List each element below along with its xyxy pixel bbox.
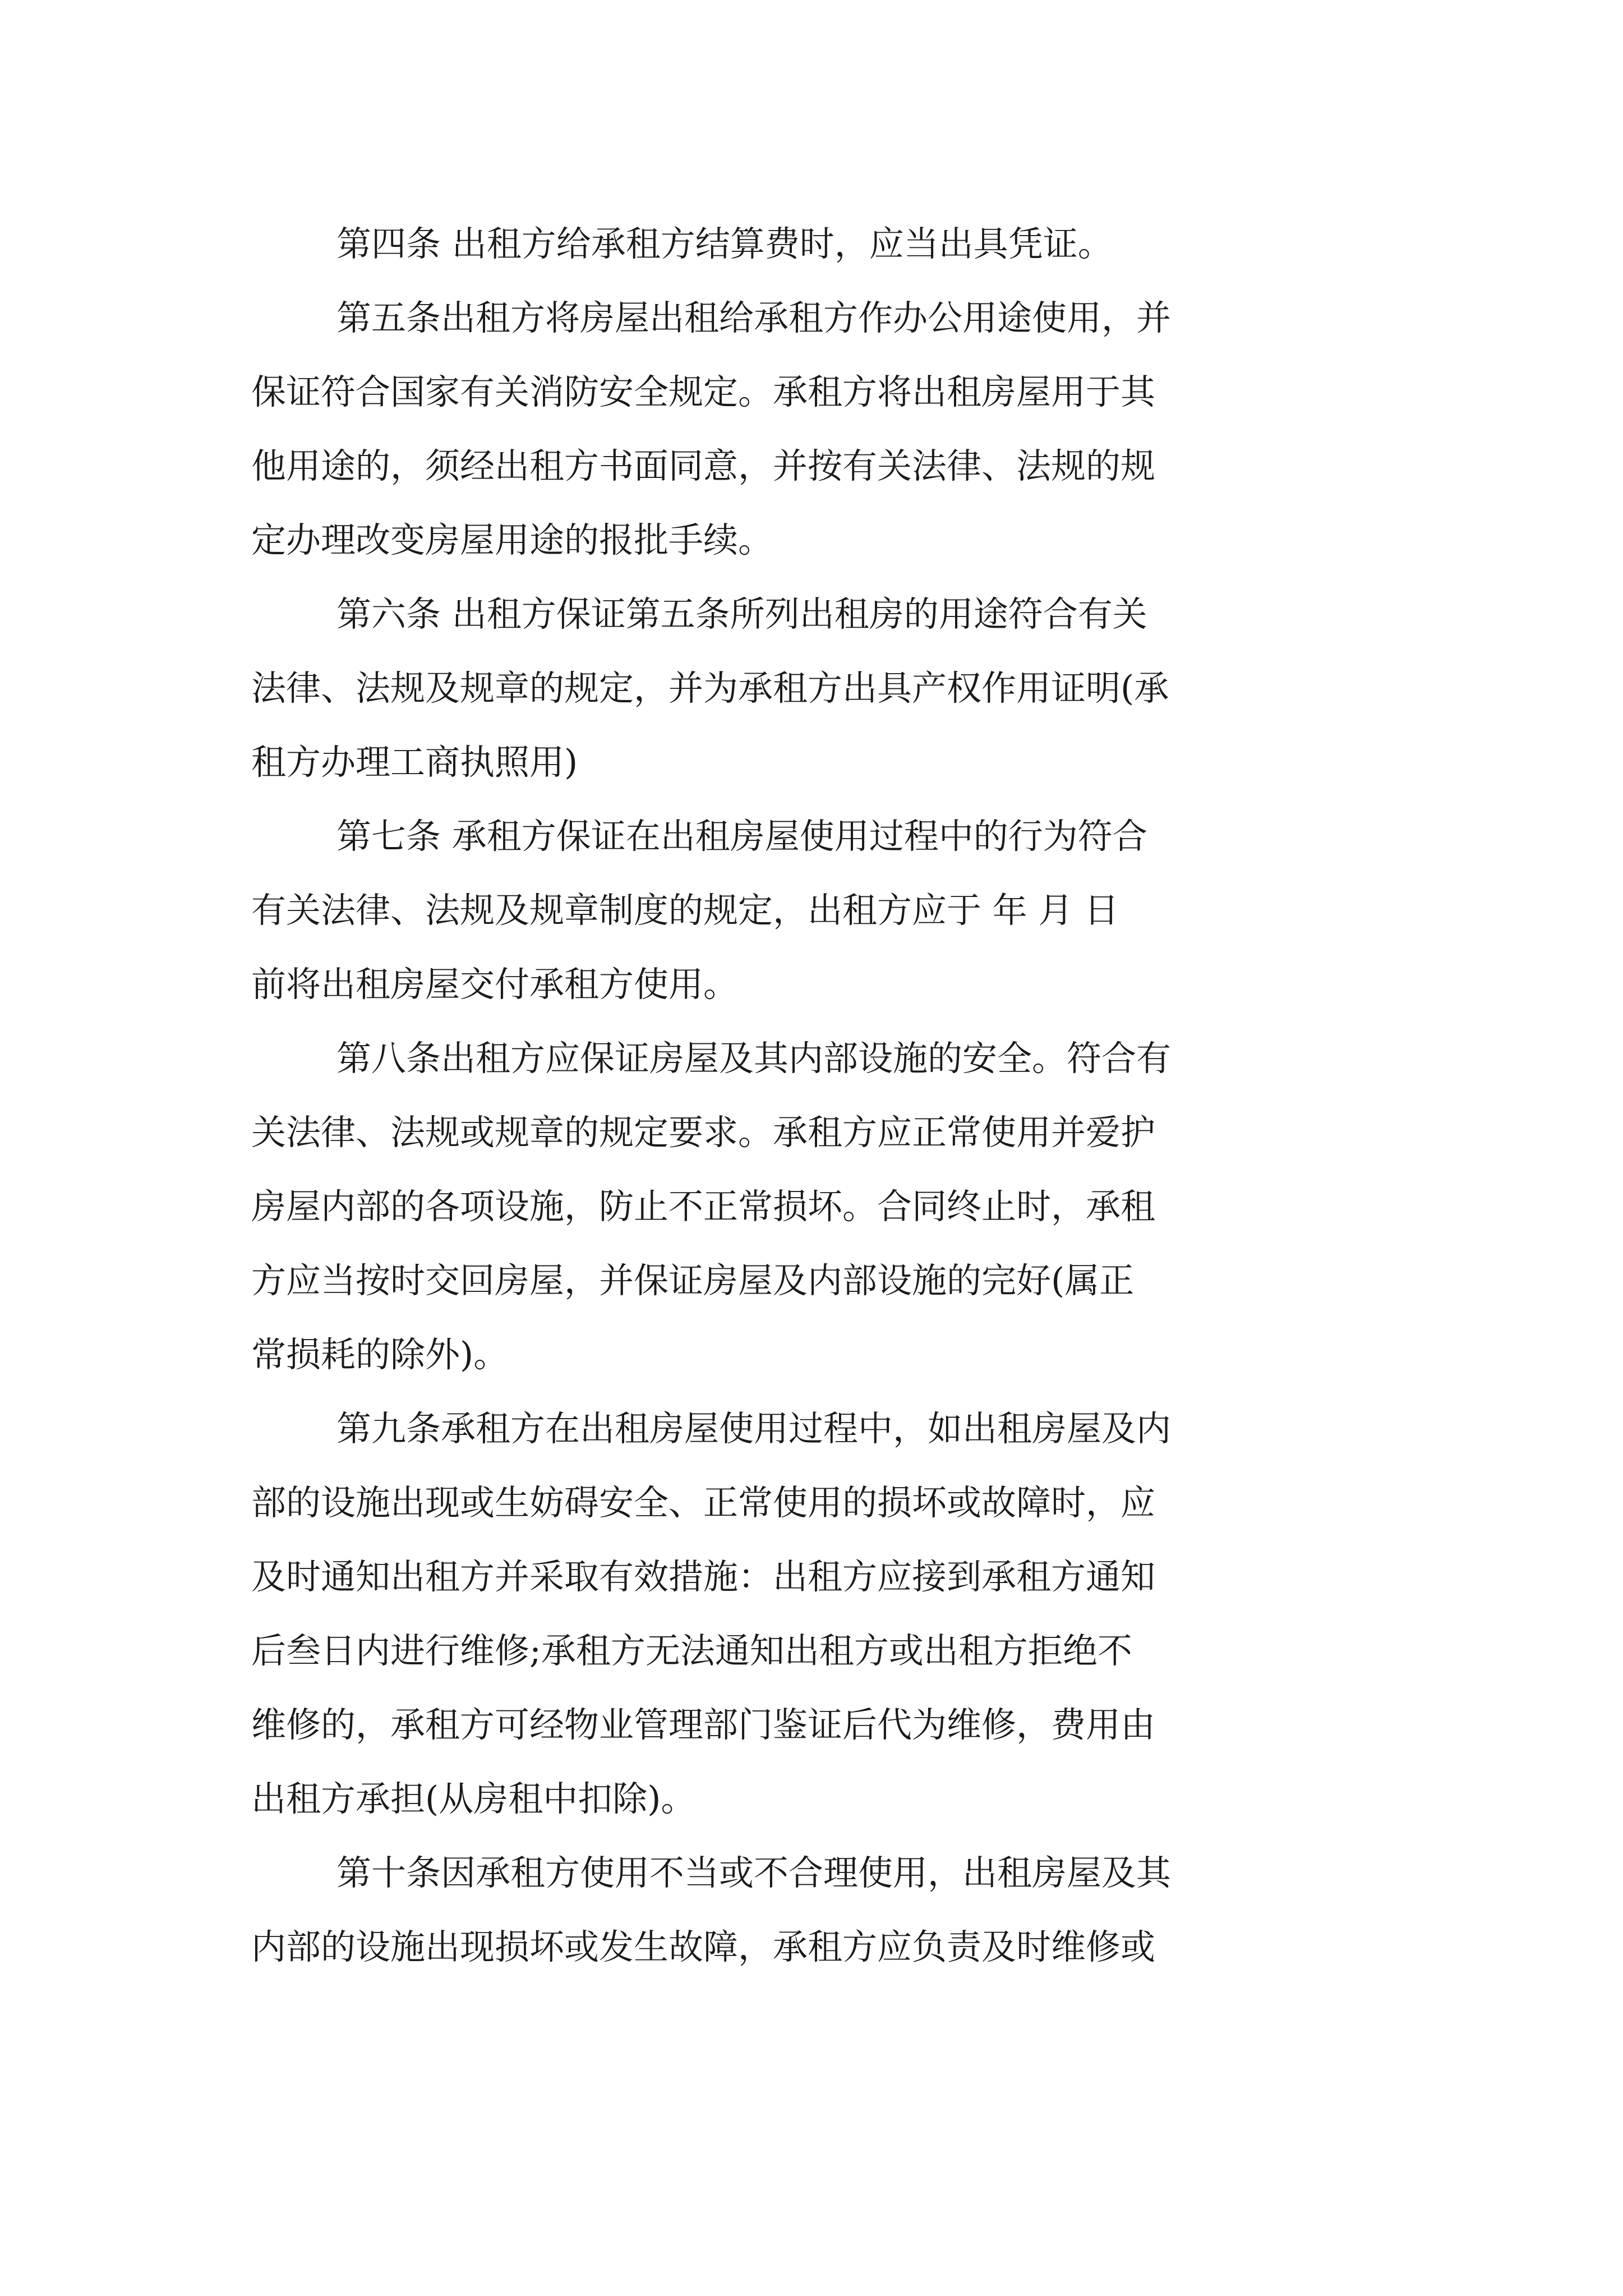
text-line: 前将出租房屋交付承租方使用。: [251, 964, 739, 1005]
text-line: 租方办理工商执照用): [251, 742, 578, 783]
text-line: 第五条出租方将房屋出租给承租方作办公用途使用，并: [336, 297, 1172, 338]
text-line: 部的设施出现或生妨碍安全、正常使用的损坏或故障时，应: [251, 1482, 1156, 1523]
text-line: 有关法律、法规及规章制度的规定，出租方应于 年 月 日: [251, 890, 1119, 931]
text-line: 第八条出租方应保证房屋及其内部设施的安全。符合有: [336, 1038, 1172, 1079]
text-line: 第七条 承租方保证在出租房屋使用过程中的行为符合: [336, 816, 1147, 857]
text-line: 第六条 出租方保证第五条所列出租房的用途符合有关: [336, 593, 1147, 634]
text-line: 维修的，承租方可经物业管理部门鉴证后代为维修，费用由: [251, 1704, 1156, 1745]
text-line: 他用途的，须经出租方书面同意，并按有关法律、法规的规: [251, 445, 1156, 486]
text-line: 法律、法规及规章的规定，并为承租方出具产权作用证明(承: [251, 668, 1169, 708]
text-line: 及时通知出租方并采取有效措施：出租方应接到承租方通知: [251, 1556, 1156, 1597]
text-line: 方应当按时交回房屋，并保证房屋及内部设施的完好(属正: [251, 1260, 1135, 1301]
text-line: 保证符合国家有关消防安全规定。承租方将出租房屋用于其: [251, 371, 1156, 412]
text-line: 第十条因承租方使用不当或不合理使用，出租房屋及其: [336, 1852, 1172, 1893]
text-line: 房屋内部的各项设施，防止不正常损坏。合同终止时，承租: [251, 1186, 1156, 1227]
text-line: 定办理改变房屋用途的报批手续。: [251, 519, 773, 560]
text-line: 第九条承租方在出租房屋使用过程中，如出租房屋及内: [336, 1408, 1172, 1449]
text-line: 内部的设施出现损坏或发生故障，承租方应负责及时维修或: [251, 1926, 1156, 1967]
text-line: 出租方承担(从房租中扣除)。: [251, 1778, 696, 1819]
text-line: 关法律、法规或规章的规定要求。承租方应正常使用并爱护: [251, 1112, 1156, 1153]
text-line: 第四条 出租方给承租方结算费时，应当出具凭证。: [336, 223, 1113, 264]
text-line: 常损耗的除外)。: [251, 1334, 509, 1375]
text-line: 后叁日内进行维修;承租方无法通知出租方或出租方拒绝不: [251, 1630, 1132, 1671]
